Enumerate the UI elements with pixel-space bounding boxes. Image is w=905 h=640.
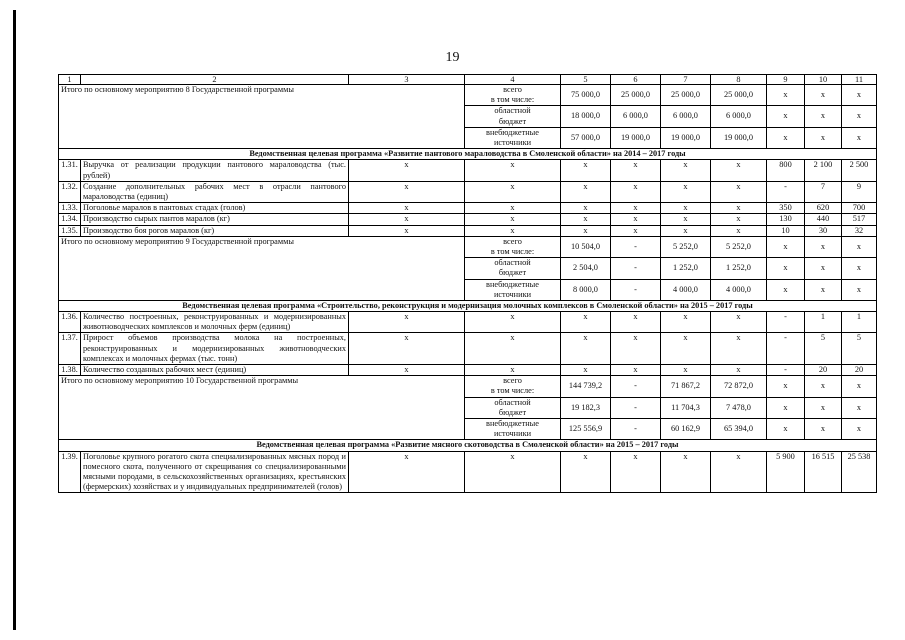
value-cell: x — [711, 214, 767, 225]
funding-source — [465, 376, 561, 397]
indicator-name: Количество созданных рабочих мест (единиц) — [81, 365, 349, 376]
value-cell: x — [711, 451, 767, 493]
value-cell: 6 000,0 — [611, 106, 661, 127]
value-cell: 620 — [805, 203, 842, 214]
funding-source-line: областной — [494, 106, 531, 116]
row-number: 1.39. — [59, 451, 81, 493]
indicator-name: Поголовье крупного рогатого скота специализированных мясных пород и помесного скота, полученного от скрещивания со специализированными мясными породами, в сельскохозяйственных организациях, крестьянских (фермерских) хозяйствах и у индивидуальных предпринимателей (голов) — [81, 451, 349, 493]
value-cell: 60 162,9 — [661, 419, 711, 440]
value-cell: x — [611, 451, 661, 493]
value-cell: 517 — [842, 214, 877, 225]
value-cell: x — [349, 365, 465, 376]
value-cell: 25 538 — [842, 451, 877, 493]
value-cell: 144 739,2 — [561, 376, 611, 397]
value-cell: x — [842, 376, 877, 397]
value-cell: x — [805, 85, 842, 106]
indicator-row — [59, 333, 877, 365]
total-label: Итого по основному мероприятию 10 Государственной программы — [59, 376, 465, 440]
value-cell: 7 — [805, 181, 842, 202]
value-cell: x — [561, 451, 611, 493]
value-cell: x — [349, 160, 465, 181]
value-cell: x — [661, 214, 711, 225]
indicator-row — [59, 214, 877, 225]
header-col-6: 6 — [611, 75, 661, 85]
value-cell: x — [661, 312, 711, 333]
funding-source-line: всего — [503, 236, 522, 246]
value-cell: - — [611, 397, 661, 418]
indicator-row — [59, 203, 877, 214]
total-label: Итого по основному мероприятию 8 Государственной программы — [59, 85, 465, 149]
value-cell: 8 000,0 — [561, 279, 611, 300]
funding-source-line: в том числе: — [490, 246, 535, 256]
funding-source — [465, 279, 561, 300]
row-number: 1.34. — [59, 214, 81, 225]
section-heading-row — [59, 440, 877, 451]
indicator-name: Производство боя рогов маралов (кг) — [81, 225, 349, 236]
header-col-10: 10 — [805, 75, 842, 85]
value-cell: 57 000,0 — [561, 127, 611, 148]
value-cell: x — [767, 85, 805, 106]
value-cell: x — [611, 365, 661, 376]
indicator-row — [59, 312, 877, 333]
value-cell: 19 000,0 — [661, 127, 711, 148]
value-cell: 5 252,0 — [711, 236, 767, 257]
value-cell: x — [661, 225, 711, 236]
funding-source-line: в том числе: — [490, 95, 535, 105]
value-cell: 32 — [842, 225, 877, 236]
indicator-name: Производство сырых пантов маралов (кг) — [81, 214, 349, 225]
value-cell: x — [767, 236, 805, 257]
value-cell: x — [767, 419, 805, 440]
header-col-5: 5 — [561, 75, 611, 85]
row-number: 1.37. — [59, 333, 81, 365]
value-cell: x — [767, 376, 805, 397]
value-cell: 1 252,0 — [661, 258, 711, 279]
value-cell: 9 — [842, 181, 877, 202]
value-cell: x — [711, 181, 767, 202]
value-cell: x — [767, 279, 805, 300]
value-cell: x — [611, 203, 661, 214]
total-row — [59, 85, 877, 106]
value-cell: x — [842, 279, 877, 300]
funding-source-line: внебюджетные — [486, 279, 539, 289]
value-cell: x — [661, 181, 711, 202]
value-cell: x — [349, 451, 465, 493]
total-row — [59, 376, 877, 397]
value-cell: x — [561, 160, 611, 181]
funding-source — [465, 419, 561, 440]
row-number: 1.38. — [59, 365, 81, 376]
header-col-9: 9 — [767, 75, 805, 85]
value-cell: 5 900 — [767, 451, 805, 493]
section-heading: Ведомственная целевая программа «Развитие пантового мараловодства в Смоленской области» на 2014 – 2017 годы — [59, 149, 877, 160]
value-cell: 5 — [805, 333, 842, 365]
funding-source-line: всего — [503, 376, 522, 386]
value-cell: x — [767, 106, 805, 127]
row-number: 1.32. — [59, 181, 81, 202]
value-cell: 25 000,0 — [611, 85, 661, 106]
section-heading: Ведомственная целевая программа «Строительство, реконструкция и модернизация молочных комплексов в Смоленской области» на 2015 – 2017 годы — [59, 300, 877, 311]
value-cell: x — [611, 312, 661, 333]
value-cell: x — [465, 214, 561, 225]
funding-source-line: источники — [493, 137, 532, 147]
left-margin-bar — [13, 10, 16, 630]
funding-source-line: бюджет — [498, 407, 527, 417]
value-cell: x — [661, 365, 711, 376]
indicators-table — [58, 74, 877, 493]
value-cell: x — [611, 214, 661, 225]
value-cell: x — [465, 160, 561, 181]
value-cell: 1 — [842, 312, 877, 333]
value-cell: 4 000,0 — [661, 279, 711, 300]
value-cell: 65 394,0 — [711, 419, 767, 440]
value-cell: x — [561, 181, 611, 202]
value-cell: 11 704,3 — [661, 397, 711, 418]
funding-source — [465, 127, 561, 148]
row-number: 1.35. — [59, 225, 81, 236]
value-cell: x — [661, 160, 711, 181]
value-cell: 72 872,0 — [711, 376, 767, 397]
indicator-name: Создание дополнительных рабочих мест в отрасли пантового мараловодства (единиц) — [81, 181, 349, 202]
value-cell: x — [661, 333, 711, 365]
value-cell: x — [465, 451, 561, 493]
value-cell: - — [767, 312, 805, 333]
funding-source-line: областной — [494, 397, 531, 407]
indicator-row — [59, 225, 877, 236]
funding-source-line: внебюджетные — [486, 127, 539, 137]
value-cell: x — [711, 312, 767, 333]
value-cell: x — [561, 214, 611, 225]
funding-source — [465, 106, 561, 127]
value-cell: x — [465, 225, 561, 236]
funding-source-line: всего — [503, 85, 522, 94]
value-cell: x — [805, 279, 842, 300]
funding-source-line: бюджет — [498, 268, 527, 278]
value-cell: x — [805, 127, 842, 148]
value-cell: - — [611, 376, 661, 397]
header-col-11: 11 — [842, 75, 877, 85]
value-cell: - — [767, 333, 805, 365]
value-cell: x — [465, 312, 561, 333]
row-number: 1.31. — [59, 160, 81, 181]
value-cell: x — [349, 333, 465, 365]
funding-source — [465, 236, 561, 257]
value-cell: x — [561, 203, 611, 214]
value-cell: 20 — [842, 365, 877, 376]
value-cell: 18 000,0 — [561, 106, 611, 127]
value-cell: x — [611, 225, 661, 236]
value-cell: 4 000,0 — [711, 279, 767, 300]
value-cell: x — [805, 419, 842, 440]
value-cell: x — [465, 365, 561, 376]
value-cell: x — [349, 225, 465, 236]
value-cell: x — [465, 203, 561, 214]
value-cell: 2 504,0 — [561, 258, 611, 279]
value-cell: 75 000,0 — [561, 85, 611, 106]
value-cell: x — [661, 203, 711, 214]
value-cell: 6 000,0 — [711, 106, 767, 127]
value-cell: x — [711, 160, 767, 181]
funding-source — [465, 258, 561, 279]
value-cell: 25 000,0 — [711, 85, 767, 106]
value-cell: x — [805, 258, 842, 279]
row-number: 1.33. — [59, 203, 81, 214]
value-cell: x — [842, 419, 877, 440]
value-cell: - — [767, 181, 805, 202]
value-cell: 71 867,2 — [661, 376, 711, 397]
header-col-8: 8 — [711, 75, 767, 85]
value-cell: - — [611, 258, 661, 279]
funding-source-line: источники — [493, 429, 532, 439]
value-cell: x — [349, 203, 465, 214]
value-cell: x — [349, 181, 465, 202]
value-cell: x — [805, 376, 842, 397]
value-cell: x — [561, 225, 611, 236]
value-cell: x — [711, 333, 767, 365]
indicator-row — [59, 451, 877, 493]
value-cell: x — [661, 451, 711, 493]
value-cell: 30 — [805, 225, 842, 236]
value-cell: x — [767, 258, 805, 279]
value-cell: 6 000,0 — [661, 106, 711, 127]
funding-source-line: бюджет — [498, 116, 527, 126]
header-col-7: 7 — [661, 75, 711, 85]
value-cell: x — [349, 214, 465, 225]
value-cell: 20 — [805, 365, 842, 376]
value-cell: x — [805, 236, 842, 257]
indicator-row — [59, 181, 877, 202]
header-col-2: 2 — [81, 75, 349, 85]
header-row — [59, 75, 877, 85]
funding-source-line: источники — [493, 289, 532, 299]
value-cell: 7 478,0 — [711, 397, 767, 418]
value-cell: x — [711, 225, 767, 236]
value-cell: 1 252,0 — [711, 258, 767, 279]
value-cell: 10 — [767, 225, 805, 236]
value-cell: x — [842, 236, 877, 257]
value-cell: 19 000,0 — [711, 127, 767, 148]
value-cell: - — [611, 279, 661, 300]
value-cell: x — [561, 312, 611, 333]
header-col-1: 1 — [59, 75, 81, 85]
total-row — [59, 236, 877, 257]
value-cell: x — [842, 85, 877, 106]
header-col-3: 3 — [349, 75, 465, 85]
indicator-name: Количество построенных, реконструированных и модернизированных животноводческих комплексов и молочных ферм (единиц) — [81, 312, 349, 333]
value-cell: x — [767, 127, 805, 148]
indicator-name: Выручка от реализации продукции пантового мараловодства (тыс. рублей) — [81, 160, 349, 181]
table-body — [59, 75, 877, 493]
value-cell: 2 500 — [842, 160, 877, 181]
row-number: 1.36. — [59, 312, 81, 333]
funding-source-line: в том числе: — [490, 386, 535, 396]
value-cell: x — [842, 106, 877, 127]
value-cell: x — [842, 397, 877, 418]
funding-source — [465, 397, 561, 418]
value-cell: x — [611, 160, 661, 181]
value-cell: x — [611, 333, 661, 365]
section-heading: Ведомственная целевая программа «Развитие мясного скотоводства в Смоленской области» на 2015 – 2017 годы — [59, 440, 877, 451]
value-cell: x — [842, 127, 877, 148]
value-cell: x — [561, 333, 611, 365]
value-cell: - — [611, 236, 661, 257]
value-cell: 130 — [767, 214, 805, 225]
value-cell: 700 — [842, 203, 877, 214]
value-cell: 16 515 — [805, 451, 842, 493]
value-cell: x — [349, 312, 465, 333]
value-cell: 2 100 — [805, 160, 842, 181]
value-cell: 10 504,0 — [561, 236, 611, 257]
value-cell: 800 — [767, 160, 805, 181]
value-cell: x — [842, 258, 877, 279]
value-cell: x — [711, 365, 767, 376]
value-cell: 19 182,3 — [561, 397, 611, 418]
value-cell: 1 — [805, 312, 842, 333]
section-heading-row — [59, 300, 877, 311]
header-col-4: 4 — [465, 75, 561, 85]
total-label: Итого по основному мероприятию 9 Государственной программы — [59, 236, 465, 300]
value-cell: x — [805, 397, 842, 418]
value-cell: 350 — [767, 203, 805, 214]
value-cell: 440 — [805, 214, 842, 225]
value-cell: 19 000,0 — [611, 127, 661, 148]
indicator-row — [59, 160, 877, 181]
funding-source-line: областной — [494, 258, 531, 268]
value-cell: x — [711, 203, 767, 214]
value-cell: x — [465, 181, 561, 202]
value-cell: 5 — [842, 333, 877, 365]
section-heading-row — [59, 149, 877, 160]
indicator-name: Прирост объемов производства молока на построенных, реконструированных и модернизированных животноводческих комплексах и молочных фермах (тыс. тонн) — [81, 333, 349, 365]
value-cell: 5 252,0 — [661, 236, 711, 257]
value-cell: x — [561, 365, 611, 376]
indicator-row — [59, 365, 877, 376]
page-number: 19 — [445, 50, 460, 65]
value-cell: x — [805, 106, 842, 127]
value-cell: - — [611, 419, 661, 440]
funding-source-line: внебюджетные — [486, 419, 539, 429]
indicator-name: Поголовье маралов в пантовых стадах (голов) — [81, 203, 349, 214]
value-cell: x — [465, 333, 561, 365]
value-cell: 125 556,9 — [561, 419, 611, 440]
value-cell: x — [611, 181, 661, 202]
value-cell: x — [767, 397, 805, 418]
value-cell: 25 000,0 — [661, 85, 711, 106]
value-cell: - — [767, 365, 805, 376]
funding-source — [465, 85, 561, 106]
